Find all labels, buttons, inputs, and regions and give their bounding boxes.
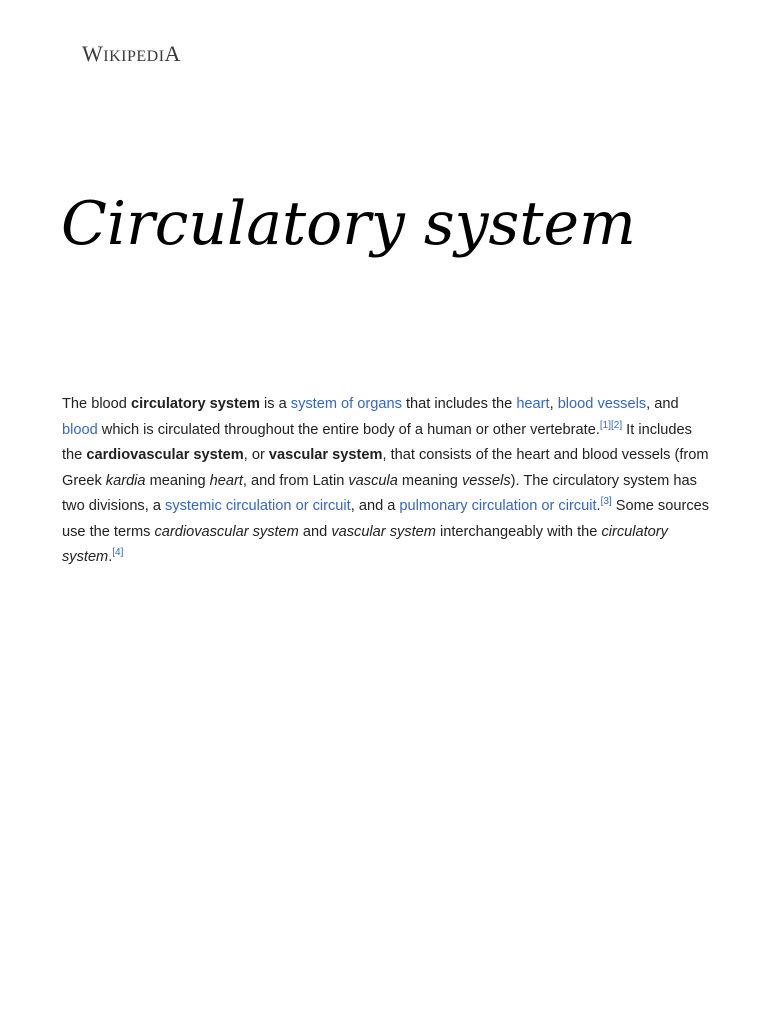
link-pulmonary-circulation[interactable]: pulmonary circulation or circuit xyxy=(399,498,597,514)
lead-text: The blood xyxy=(62,396,131,412)
lead-text: , or xyxy=(243,447,269,463)
lead-text: , and xyxy=(646,396,679,412)
lead-text: , and a xyxy=(350,498,400,514)
reference-1[interactable] xyxy=(600,420,611,431)
italic-term: circulatory system xyxy=(62,523,668,565)
italic-term: kardia xyxy=(105,472,146,489)
reference-2[interactable] xyxy=(611,420,622,431)
lead-text: . xyxy=(108,549,113,565)
reference-3[interactable] xyxy=(601,496,612,507)
lead-text: ). The circulatory system has two divisions, a xyxy=(62,472,697,514)
link-heart[interactable]: heart xyxy=(516,396,550,412)
lead-text: Some sources use the terms xyxy=(62,498,710,540)
reference-4[interactable] xyxy=(112,547,123,558)
reference-link[interactable]: [4] xyxy=(112,547,124,558)
lead-text: meaning xyxy=(397,472,462,489)
lead-text: interchangeably with the xyxy=(435,523,602,540)
logo-final: A xyxy=(164,41,181,66)
lead-paragraph xyxy=(62,392,712,571)
lead-text: and xyxy=(298,523,332,540)
italic-term: vascular system xyxy=(331,523,436,540)
logo-initial: W xyxy=(82,41,104,66)
italic-term: vascula xyxy=(348,472,398,489)
italic-term: cardiovascular system xyxy=(154,523,299,540)
bold-term: cardiovascular system xyxy=(86,447,244,463)
lead-text: which is circulated throughout the entire body of a human or other vertebrate. xyxy=(97,421,600,438)
reference-link[interactable]: [3] xyxy=(600,496,612,507)
lead-text: , and from Latin xyxy=(242,472,349,489)
lead-text: is a xyxy=(259,396,291,412)
lead-text: meaning xyxy=(145,472,210,489)
lead-text: It includes the xyxy=(62,421,692,463)
link-system-of-organs[interactable]: system of organs xyxy=(290,396,402,412)
lead-text: that includes the xyxy=(401,396,517,412)
link-blood-vessels[interactable]: blood vessels xyxy=(557,396,647,412)
wikipedia-logo[interactable] xyxy=(82,43,181,65)
bold-term: circulatory system xyxy=(130,396,260,412)
reference-link[interactable]: [2] xyxy=(611,419,623,431)
link-blood[interactable]: blood xyxy=(62,421,98,438)
page-title: Circulatory system xyxy=(61,189,636,259)
lead-text: . xyxy=(596,498,601,514)
italic-term: vessels xyxy=(461,472,511,489)
italic-term: heart xyxy=(209,472,243,489)
link-systemic-circulation[interactable]: systemic circulation or circuit xyxy=(165,498,351,514)
lead-text: , xyxy=(549,396,558,412)
reference-link[interactable]: [1] xyxy=(599,419,611,431)
bold-term: vascular system xyxy=(268,447,383,463)
logo-body: IKIPEDI xyxy=(103,48,165,65)
lead-text: , that consists of the heart and blood vessels (from Greek xyxy=(62,447,709,489)
